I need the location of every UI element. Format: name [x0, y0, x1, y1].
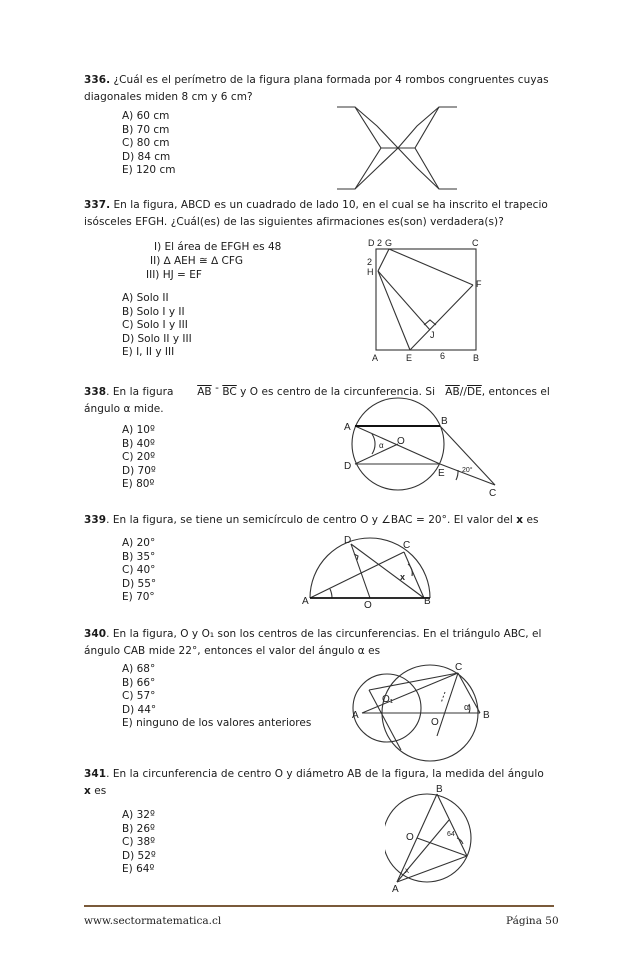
option-c[interactable]: C) Solo I y III — [122, 319, 188, 331]
option-e[interactable]: E) 80º — [122, 478, 155, 490]
label-b: B — [473, 353, 480, 363]
diameter-circle-figure — [385, 782, 485, 894]
label-o: O — [364, 600, 372, 610]
label-alpha: α — [464, 702, 470, 712]
option-a[interactable]: A) 60 cm — [122, 110, 170, 122]
question-text: En la figura, ABCD es un cuadrado de lado 10, en el cual se ha inscrito el trapecio isósceles EFGH. ¿Cuál(es) de las siguientes afirmaciones es(son) verdadera(s)? — [84, 199, 548, 228]
option-d[interactable]: D) 55° — [122, 577, 157, 590]
statement-iii: III) HJ = EF — [146, 269, 202, 281]
label-a: A — [372, 353, 379, 363]
options-338 — [122, 424, 156, 492]
question-end: es — [94, 785, 107, 797]
label-d: D — [368, 238, 375, 248]
label-e: E — [406, 353, 413, 363]
label-x: x — [405, 866, 409, 875]
label-angle-64: 64 — [447, 831, 455, 838]
question-text-2: y O es centro de la circunferencia. Si — [240, 386, 436, 398]
circle-chords-figure — [340, 392, 510, 502]
question-text-4: mide. — [133, 403, 164, 415]
label-e: E — [438, 468, 445, 479]
label-2-top: 2 — [377, 238, 383, 248]
alpha-symbol: α — [123, 403, 131, 415]
option-d[interactable]: D) 70º — [122, 464, 156, 477]
variable-x: x — [516, 514, 524, 526]
label-a: A — [392, 884, 399, 894]
label-a: A — [344, 422, 351, 433]
label-f: F — [476, 279, 482, 289]
question-337 — [84, 197, 554, 231]
segment-de: $\overline{DE}$ — [466, 386, 482, 398]
label-c: C — [472, 238, 479, 248]
label-d: D — [344, 535, 352, 546]
segment-dash: - — [215, 382, 219, 394]
question-end: es — [526, 514, 539, 526]
question-number: 338 — [84, 386, 107, 398]
option-b[interactable]: B) 40º — [122, 437, 155, 450]
option-e[interactable]: E) 120 cm — [122, 164, 176, 176]
option-d[interactable]: D) 52º — [122, 849, 156, 862]
question-number: 341 — [84, 768, 107, 780]
question-339 — [84, 512, 564, 529]
question-text-3: , entonces el ángulo — [84, 386, 550, 415]
label-b: B — [436, 784, 443, 795]
option-c[interactable]: C) 20º — [122, 451, 156, 463]
label-o: O — [397, 436, 405, 447]
segment-ab: $\overline{AB}$ — [197, 386, 212, 398]
question-number: 336. — [84, 74, 111, 86]
statement-i: I) El área de EFGH es 48 — [154, 241, 282, 253]
option-a[interactable]: A) Solo II — [122, 292, 169, 304]
segment-ab-2: $\overline{AB}$ — [445, 386, 460, 398]
label-o: O — [431, 717, 439, 728]
label-a: A — [302, 596, 309, 607]
label-h: H — [367, 267, 374, 277]
question-text-1: . En la figura — [106, 386, 174, 398]
label-o1: O₁ — [382, 694, 394, 705]
two-circles-figure — [345, 660, 495, 762]
question-text: . En la figura, se tiene un semicírculo de centro O y — [106, 514, 379, 526]
options-339 — [122, 537, 156, 605]
option-c[interactable]: C) 57° — [122, 690, 156, 702]
options-340 — [122, 663, 311, 731]
rhombus-figure — [335, 106, 465, 190]
label-j: J — [430, 330, 435, 340]
question-336 — [84, 72, 554, 106]
footer-site[interactable]: www.sectormatematica.cl — [84, 915, 222, 927]
option-e[interactable]: E) 64º — [122, 863, 155, 875]
label-b: B — [424, 596, 431, 607]
option-b[interactable]: B) 26º — [122, 822, 155, 835]
segment-bc: $\overline{BC}$ — [222, 386, 237, 398]
option-d[interactable]: D) 44° — [122, 703, 157, 716]
parallel-sign: // — [459, 386, 467, 398]
footer-page-number: Página 50 — [506, 915, 559, 927]
option-e[interactable]: E) I, II y III — [122, 346, 175, 358]
option-e[interactable]: E) ninguno de los valores anteriores — [122, 717, 312, 729]
question-angle-text: ∠BAC = 20°. El valor del — [381, 514, 513, 526]
options-341 — [122, 809, 156, 877]
label-c: C — [455, 662, 463, 673]
option-c[interactable]: C) 40° — [122, 564, 156, 576]
variable-x: x — [84, 785, 91, 797]
option-e[interactable]: E) 70° — [122, 591, 155, 603]
label-6: 6 — [440, 351, 446, 361]
option-c[interactable]: C) 38º — [122, 836, 156, 848]
question-number: 339 — [84, 514, 107, 526]
question-340 — [84, 626, 554, 660]
option-b[interactable]: B) 70 cm — [122, 123, 170, 136]
options-337 — [122, 292, 192, 360]
label-a: A — [352, 710, 359, 721]
option-a[interactable]: A) 10º — [122, 424, 155, 436]
option-d[interactable]: D) Solo II y III — [122, 332, 192, 345]
label-c: C — [489, 488, 497, 499]
options-336 — [122, 110, 175, 178]
label-2-left: 2 — [367, 257, 373, 267]
label-g: G — [385, 238, 393, 248]
question-text: . En la figura, O y O₁ son los centros de las circunferencias. En el triángulo ABC, el ángulo CAB mide 22°, entonces el valor del ángulo α es — [84, 628, 542, 657]
square-trapezoid-figure — [360, 235, 490, 367]
label-x: x — [400, 572, 406, 582]
option-b[interactable]: B) 66° — [122, 676, 156, 689]
option-a[interactable]: A) 20° — [122, 537, 156, 549]
option-c[interactable]: C) 80 cm — [122, 137, 170, 149]
option-a[interactable]: A) 68° — [122, 663, 156, 675]
label-angle-20: 20° — [462, 467, 473, 474]
statement-ii: II) ∆ AEH ≅ ∆ CFG — [150, 255, 244, 267]
option-b[interactable]: B) Solo I y II — [122, 305, 185, 318]
label-b: B — [441, 416, 448, 427]
option-d[interactable]: D) 84 cm — [122, 150, 171, 163]
label-alpha: α — [379, 441, 384, 450]
option-b[interactable]: B) 35° — [122, 550, 156, 563]
label-o: O — [406, 832, 414, 843]
footer-rule — [84, 905, 554, 907]
option-a[interactable]: A) 32º — [122, 809, 155, 821]
semicircle-figure — [300, 534, 440, 610]
question-number: 337. — [84, 199, 111, 211]
label-d: D — [344, 461, 352, 472]
question-text: ¿Cuál es el perímetro de la figura plana formada por 4 rombos congruentes cuyas diagonales miden 8 cm y 6 cm? — [84, 74, 549, 103]
statements-337 — [146, 240, 281, 282]
label-b: B — [483, 710, 490, 721]
question-number: 340 — [84, 628, 107, 640]
label-c: C — [403, 540, 411, 551]
question-text: . En la circunferencia de centro O y diámetro AB de la figura, la medida del ángulo — [106, 768, 544, 780]
